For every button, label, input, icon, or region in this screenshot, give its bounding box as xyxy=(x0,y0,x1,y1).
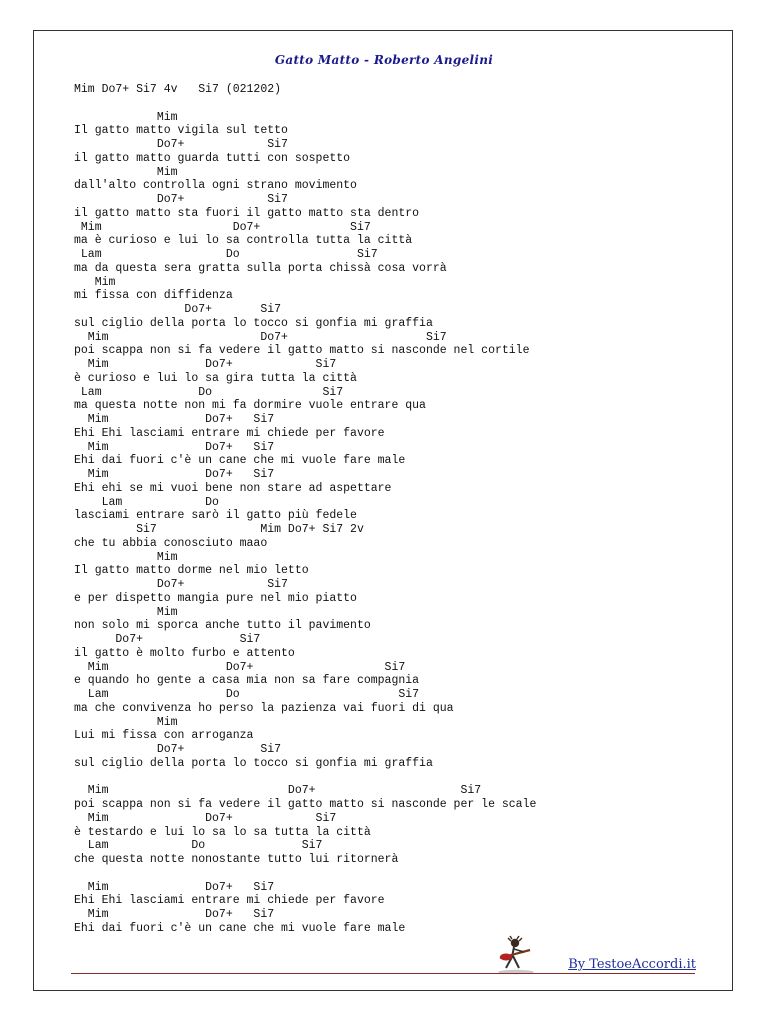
sheet-line: Mim xyxy=(74,275,116,289)
sheet-line: ma questa notte non mi fa dormire vuole entrare qua xyxy=(74,399,426,413)
testoeaccordi-link[interactable]: By TestoeAccordi.it xyxy=(568,957,696,972)
sheet-line: Mim xyxy=(74,605,178,619)
sheet-line: poi scappa non si fa vedere il gatto matto si nasconde per le scale xyxy=(74,798,537,811)
sheet-line: Do7+ Si7 xyxy=(74,578,288,591)
sheet-line: Lam Do Si7 xyxy=(74,688,420,701)
sheet-line: Mim xyxy=(74,165,178,179)
sheet-line: Ehi dai fuori c'è un cane che mi vuole fare male xyxy=(74,921,406,935)
sheet-line: che tu abbia conosciuto maao xyxy=(74,536,268,550)
sheet-line: Ehi ehi se mi vuoi bene non stare ad aspettare xyxy=(74,481,392,495)
sheet-line: Mim xyxy=(74,715,178,729)
footer-divider xyxy=(71,973,695,974)
sheet-line: il gatto matto guarda tutti con sospetto xyxy=(74,151,351,165)
sheet-line: Mim Do7+ Si7 xyxy=(74,330,447,344)
sheet-line: Lam Do Si7 xyxy=(74,839,323,853)
sheet-line: sul ciglio della porta lo tocco si gonfia mi graffia xyxy=(74,316,433,330)
sheet-line: ma da questa sera gratta sulla porta chissà cosa vorrà xyxy=(74,261,447,275)
intro-line: Mim Do7+ Si7 4v Si7 (021202) xyxy=(74,83,282,96)
sheet-line: Lam Do Si7 xyxy=(74,385,344,399)
sheet-line: e quando ho gente a casa mia non sa fare compagnia xyxy=(74,674,420,688)
sheet-line: Do7+ Si7 xyxy=(74,138,288,151)
sheet-line: che questa notte nonostante tutto lui ritornerà xyxy=(74,853,399,866)
sheet-line: Lam Do Si7 xyxy=(74,248,378,261)
sheet-line: Lam Do xyxy=(74,495,219,509)
sheet-line: il gatto è molto furbo e attento xyxy=(74,646,295,660)
sheet-line: Mim xyxy=(74,550,178,564)
sheet-line: dall'alto controlla ogni strano movimento xyxy=(74,179,357,193)
lyrics-block xyxy=(74,111,536,935)
sheet-line: Mim Do7+ Si7 xyxy=(74,468,275,481)
sheet-line: è curioso e lui lo sa gira tutta la città xyxy=(74,371,357,385)
page-frame xyxy=(33,30,733,991)
sheet-line: Mim Do7+ Si7 xyxy=(74,440,275,454)
sheet-line: Si7 Mim Do7+ Si7 2v xyxy=(74,523,364,536)
sheet-line: ma è curioso e lui lo sa controlla tutta la città xyxy=(74,234,413,248)
sheet-line: lasciami entrare sarò il gatto più fedele xyxy=(74,509,357,523)
sheet-line: poi scappa non si fa vedere il gatto matto si nasconde nel cortile xyxy=(74,344,530,358)
sheet-line: e per dispetto mangia pure nel mio piatto xyxy=(74,591,357,605)
sheet-line: sul ciglio della porta lo tocco si gonfia mi graffia xyxy=(74,756,433,770)
sheet-line: Mim Do7+ Si7 xyxy=(74,220,371,234)
sheet-line: Il gatto matto vigila sul tetto xyxy=(74,124,288,138)
sheet-line: ma che convivenza ho perso la pazienza vai fuori di qua xyxy=(74,701,454,715)
sheet-line: Ehi Ehi lasciami entrare mi chiede per favore xyxy=(74,426,385,440)
sheet-line: Il gatto matto dorme nel mio letto xyxy=(74,564,309,578)
sheet-line: è testardo e lui lo sa lo sa tutta la città xyxy=(74,825,371,839)
sheet-line: Mim xyxy=(74,110,178,124)
song-title: Gatto Matto - Roberto Angelini xyxy=(274,53,494,67)
guitarist-icon xyxy=(486,935,546,975)
sheet-line: Ehi Ehi lasciami entrare mi chiede per favore xyxy=(74,894,385,908)
sheet-line: Do7+ Si7 xyxy=(74,303,282,316)
sheet-line: Do7+ Si7 xyxy=(74,633,261,646)
sheet-line: Mim Do7+ Si7 xyxy=(74,908,275,921)
sheet-line: non solo mi sporca anche tutto il pavimento xyxy=(74,619,371,633)
sheet-line: Lui mi fissa con arroganza xyxy=(74,729,254,743)
sheet-line: mi fissa con diffidenza xyxy=(74,289,233,303)
sheet-line: Ehi dai fuori c'è un cane che mi vuole fare male xyxy=(74,454,406,468)
sheet-line: Do7+ Si7 xyxy=(74,193,288,206)
sheet-line: Mim Do7+ Si7 xyxy=(74,784,482,798)
sheet-line: Mim Do7+ Si7 xyxy=(74,358,337,371)
sheet-line: Mim Do7+ Si7 xyxy=(74,811,337,825)
sheet-line: Mim Do7+ Si7 xyxy=(74,413,275,426)
sheet-line: il gatto matto sta fuori il gatto matto sta dentro xyxy=(74,206,420,220)
sheet-line: Mim Do7+ Si7 xyxy=(74,660,406,674)
sheet-line: Do7+ Si7 xyxy=(74,743,282,756)
sheet-line: Mim Do7+ Si7 xyxy=(74,880,275,894)
chord-sheet xyxy=(74,83,536,936)
